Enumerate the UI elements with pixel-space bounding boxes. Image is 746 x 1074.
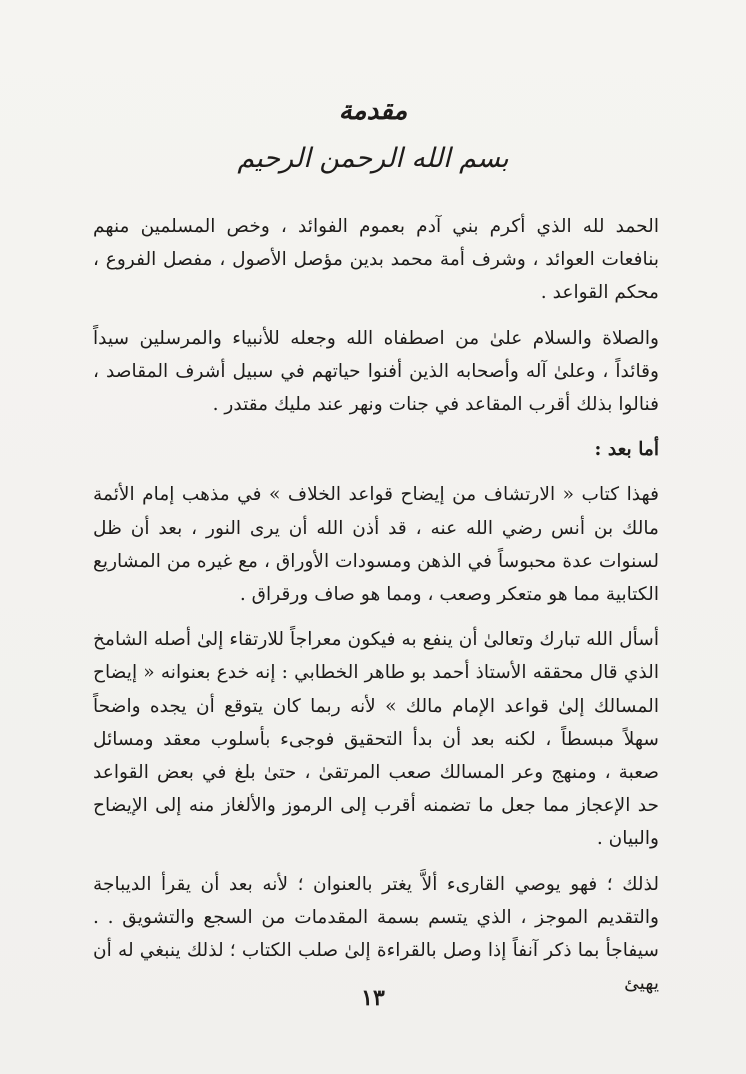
- paragraph: لذلك ؛ فهو يوصي القارىء ألاَّ يغتر بالعنوان ؛ لأنه بعد أن يقرأ الديباجة والتقديم الموجز ، الذي يتسم بسمة المقدمات من السجع والتشويق . . سيفاجأ بما ذكر آنفاً إذا وصل بالقراءة إلىٰ صلب الكتاب ؛ لذلك ينبغي له أن يهيئ: [93, 873, 659, 995]
- page-heading: مقدمة: [338, 96, 408, 126]
- page-number: ١٣: [361, 985, 385, 1011]
- basmala-calligraphy: بسم الله الرحمن الرحيم: [237, 143, 509, 174]
- paragraph-subheading: أما بعد :: [594, 439, 659, 461]
- paragraph: والصلاة والسلام علىٰ من اصطفاه الله وجعله للأنبياء والمرسلين سيداً وقائداً ، وعلىٰ آله وأصحابه الذين أفنوا حياتهم في سبيل أشرف المقاصد ، فنالوا بذلك أقرب المقاعد في جنات ونهر عند مليك مقتدر .: [93, 327, 659, 416]
- paragraph: الحمد لله الذي أكرم بني آدم بعموم الفوائد ، وخص المسلمين منهم بنافعات العوائد ، وشرف أمة محمد بدين مؤصل الأصول ، مفصل الفروع ، محكم القواعد .: [93, 216, 659, 304]
- paragraph: أسأل الله تبارك وتعالىٰ أن ينفع به فيكون معراجاً للارتقاء إلىٰ أصله الشامخ الذي قال محققه الأستاذ أحمد بو طاهر الخطابي : إنه خدع بعنوانه « إيضاح المسالك إلىٰ قواعد الإمام مالك » لأنه ربما كان يتوقع أن يجده واضحاً سهلاً مبسطاً ، لكنه بعد أن بدأ التحقيق فوجىء بأسلوب معقد ومسائل صعبة ، ومنهج وعر المسالك صعب المرتقىٰ ، حتىٰ بلغ في بعض القواعد حد الإعجاز مما جعل ما تضمنه أقرب إلى الرموز والألغاز منه إلى الإيضاح والبيان .: [93, 629, 659, 850]
- paragraph: فهذا كتاب « الارتشاف من إيضاح قواعد الخلاف » في مذهب إمام الأئمة مالك بن أنس رضي الله عنه ، قد أذن الله أن يرى النور ، بعد أن ظل لسنوات عدة محبوساً في الذهن ومسودات الأوراق ، مع غيره من المشاريع الكتابية مما هو متعكر وصعب ، ومما هو صاف ورقراق .: [93, 484, 659, 606]
- body-text: [93, 210, 659, 1012]
